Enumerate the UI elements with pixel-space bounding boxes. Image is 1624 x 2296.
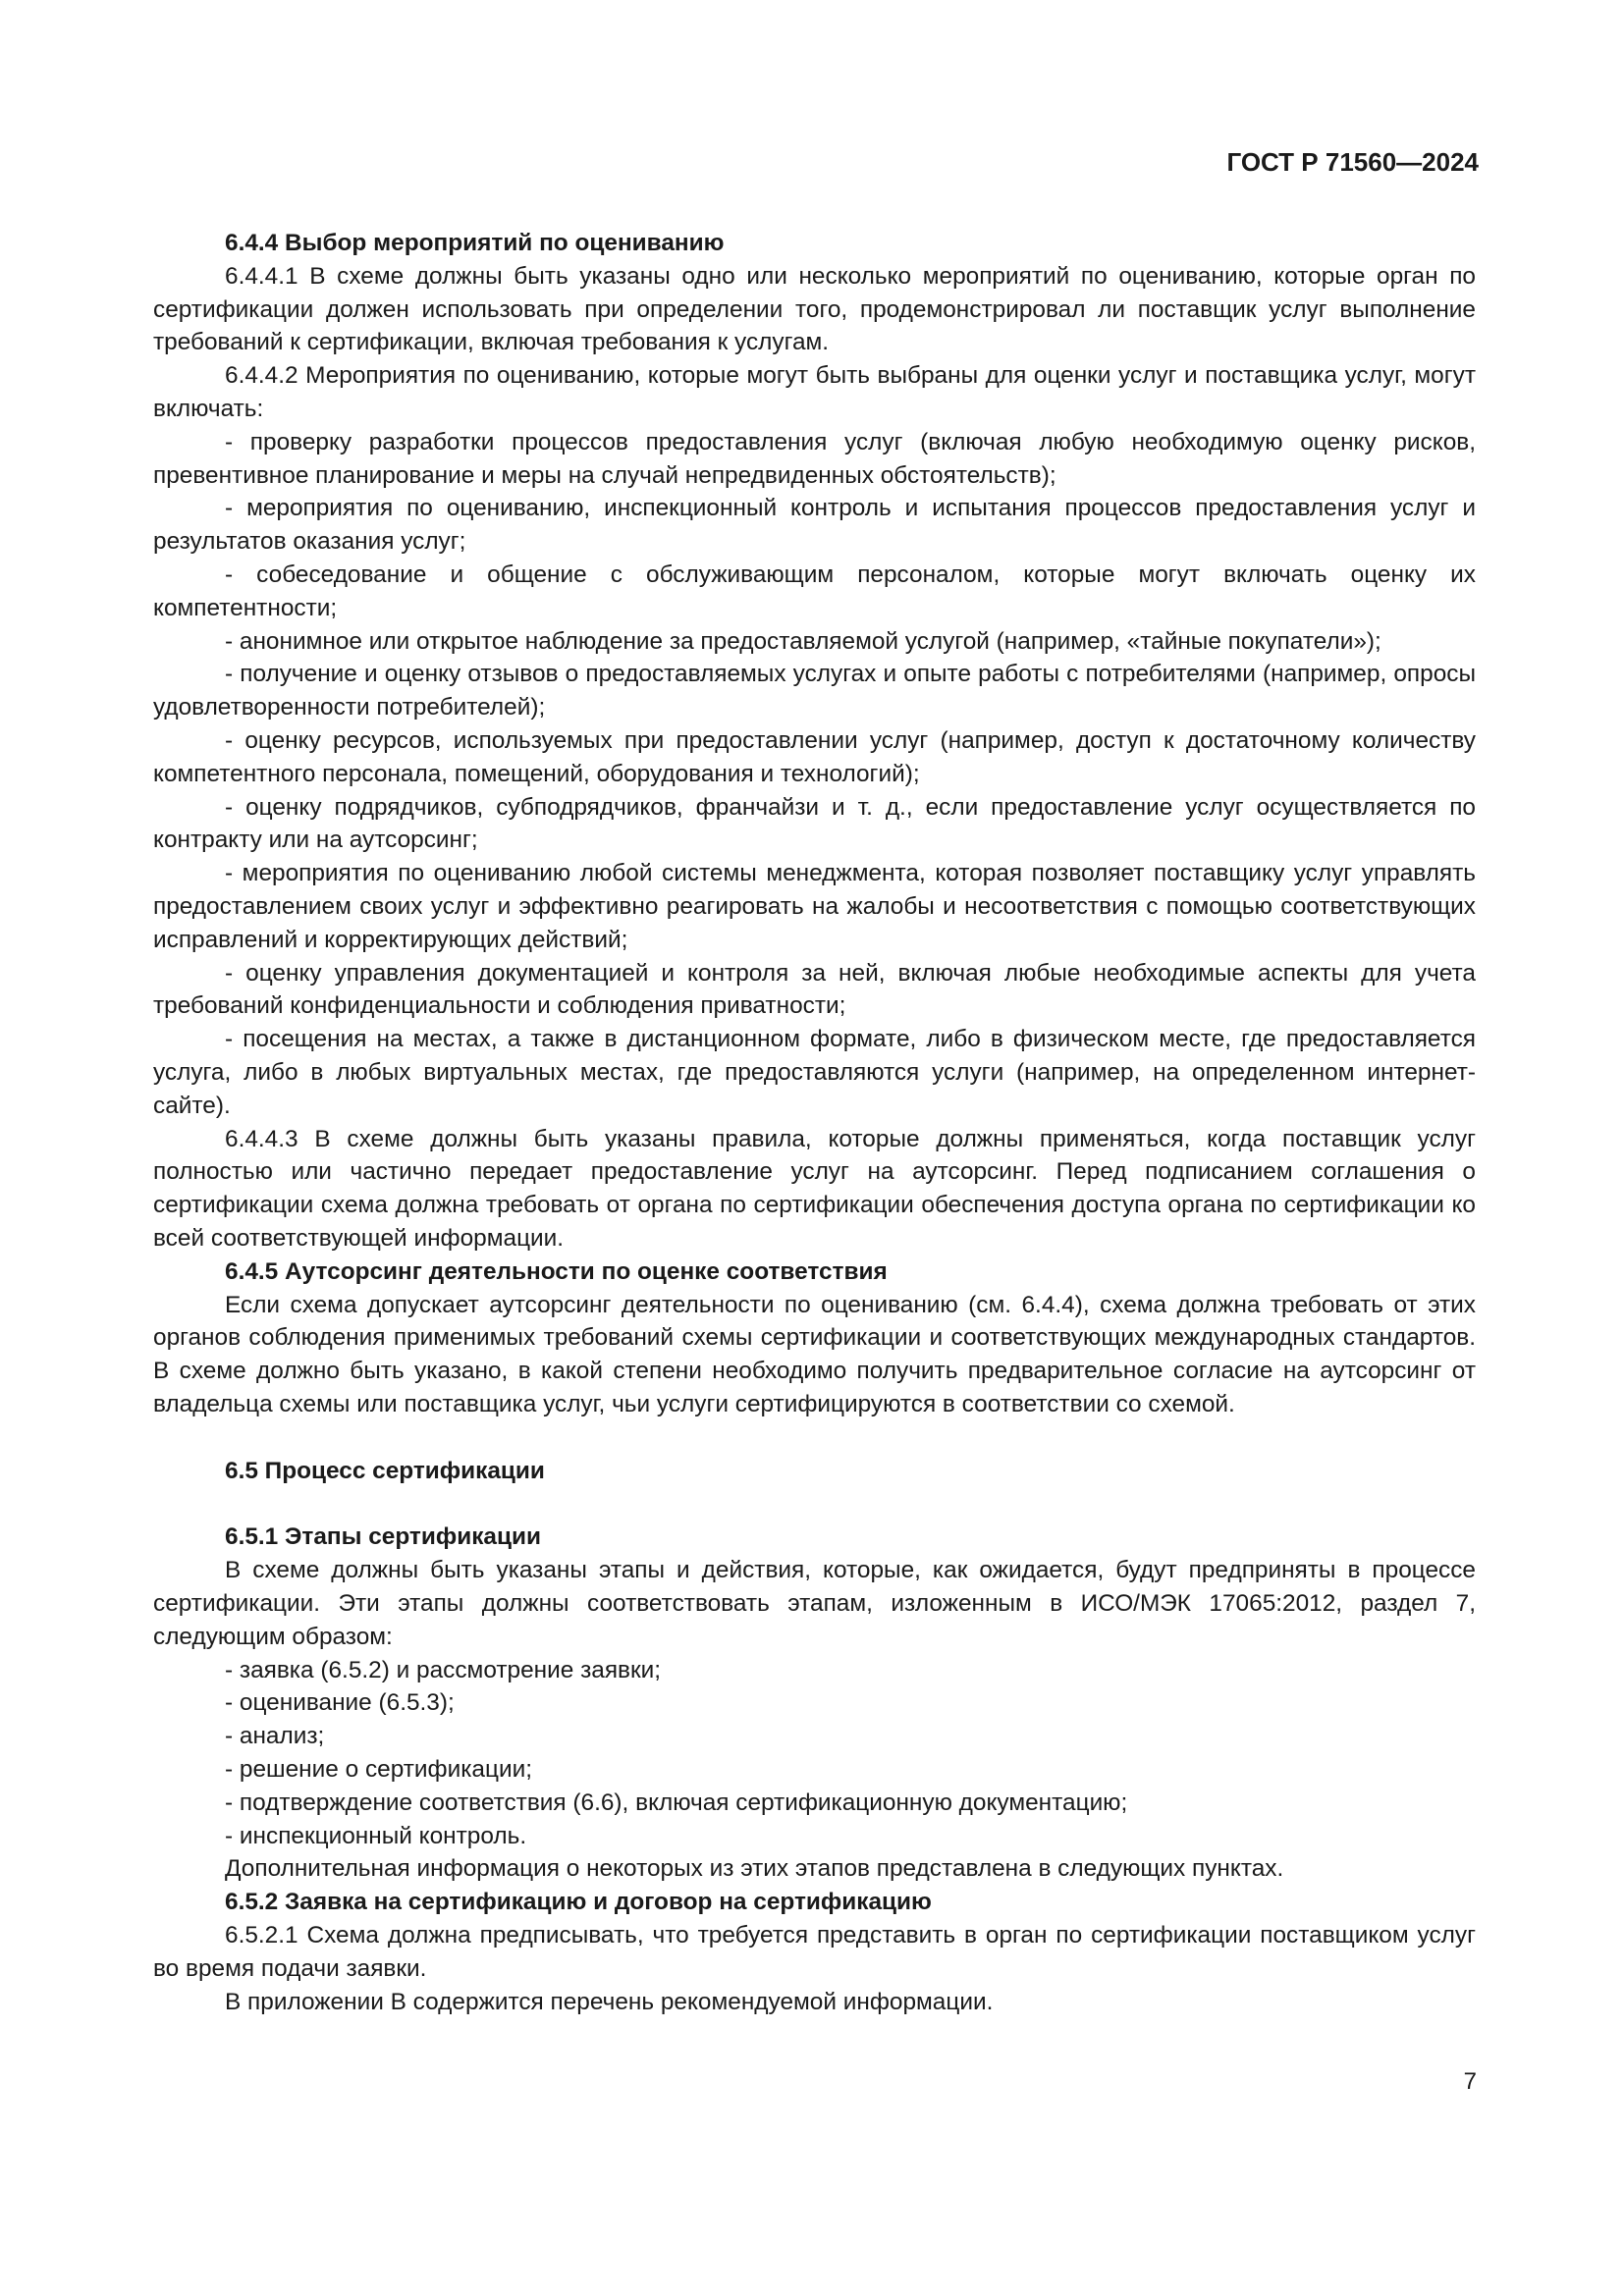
paragraph-6-4-4-3: 6.4.4.3 В схеме должны быть указаны правила, которые должны применяться, когда поставщик услуг полностью или частично передает предоставление услуг на аутсорсинг. Перед подписанием соглашения о сертификации схема должна требовать от органа по сертификации обеспечения доступа органа по сертификации ко всей соответствующей информации. (153, 1125, 1476, 1252)
section-heading-6-4-4: 6.4.4 Выбор мероприятий по оцениванию (225, 230, 725, 256)
list-item: - мероприятия по оцениванию, инспекционный контроль и испытания процессов предоставления услуг и результатов оказания услуг; (153, 495, 1476, 556)
list-item: - оценку подрядчиков, субподрядчиков, франчайзи и т. д., если предоставление услуг осуществляется по контракту или на аутсорсинг; (153, 793, 1476, 854)
list-item: - собеседование и общение с обслуживающим персоналом, которые могут включать оценку их компетентности; (153, 561, 1476, 621)
list-item: - проверку разработки процессов предоставления услуг (включая любую необходимую оценку рисков, превентивное планирование и меры на случай непредвиденных обстоятельств); (153, 428, 1476, 489)
paragraph-6-4-5: Если схема допускает аутсорсинг деятельности по оцениванию (см. 6.4.4), схема должна требовать от этих органов соблюдения применимых требований схемы сертификации и соответствующих международных стандартов. В схеме должно быть указано, в какой степени необходимо получить предварительное согласие на аутсорсинг от владельца схемы или поставщика услуг, чьи услуги сертифицируются в соответствии со схемой. (153, 1291, 1476, 1417)
paragraph-6-5-1: В схеме должны быть указаны этапы и действия, которые, как ожидается, будут предприняты в процессе сертификации. Эти этапы должны соответствовать этапам, изложенным в ИСО/МЭК 17065:2012, раздел 7, следующим образом: (153, 1557, 1476, 1650)
page-number: 7 (1463, 2068, 1477, 2095)
list-item: - подтверждение соответствия (6.6), включая сертификационную документацию; (225, 1789, 1128, 1816)
list-item: - посещения на местах, а также в дистанционном формате, либо в физическом месте, где предоставляется услуга, либо в любых виртуальных местах, где предоставляются услуги (например, на определенном интернет-сайте). (153, 1026, 1476, 1119)
list-item: - мероприятия по оцениванию любой системы менеджмента, которая позволяет поставщику услуг управлять предоставлением своих услуг и эффективно реагировать на жалобы и несоответствия с помощью соответствующих исправлений и корректирующих действий; (153, 860, 1476, 953)
list-item: - оценку ресурсов, используемых при предоставлении услуг (например, доступ к достаточному количеству компетентного персонала, помещений, оборудования и технологий); (153, 726, 1476, 787)
paragraph-6-5-2-annex: В приложении В содержится перечень рекомендуемой информации. (225, 1988, 994, 2015)
paragraph-6-4-4-1: 6.4.4.1 В схеме должны быть указаны одно или несколько мероприятий по оцениванию, которые орган по сертификации должен использовать при определении того, продемонстрировал ли поставщик услуг выполнение требований к сертификации, включая требования к услугам. (153, 262, 1476, 356)
document-body (153, 227, 1476, 2018)
list-item: - решение о сертификации; (225, 1756, 532, 1784)
section-heading-6-5-2: 6.5.2 Заявка на сертификацию и договор на сертификацию (225, 1889, 932, 1916)
list-item: - анонимное или открытое наблюдение за предоставляемой услугой (например, «тайные покупатели»); (225, 627, 1381, 655)
list-item: - анализ; (225, 1723, 325, 1750)
list-item: - получение и оценку отзывов о предоставляемых услугах и опыте работы с потребителями (например, опросы удовлетворенности потребителей); (153, 661, 1476, 721)
list-item: - оценку управления документацией и контроля за ней, включая любые необходимые аспекты для учета требований конфиденциальности и соблюдения приватности; (153, 959, 1476, 1020)
document-id-header: ГОСТ Р 71560—2024 (1226, 147, 1479, 177)
list-item: - инспекционный контроль. (225, 1822, 527, 1849)
section-heading-6-4-5: 6.4.5 Аутсорсинг деятельности по оценке соответствия (225, 1257, 888, 1285)
paragraph-6-5-1-note: Дополнительная информация о некоторых из этих этапов представлена в следующих пунктах. (225, 1855, 1284, 1883)
section-heading-6-5: 6.5 Процесс сертификации (225, 1457, 545, 1484)
section-heading-6-5-1: 6.5.1 Этапы сертификации (225, 1523, 541, 1551)
list-item: - оценивание (6.5.3); (225, 1689, 455, 1717)
list-item: - заявка (6.5.2) и рассмотрение заявки; (225, 1656, 662, 1683)
paragraph-6-4-4-2: 6.4.4.2 Мероприятия по оцениванию, которые могут быть выбраны для оценки услуг и поставщика услуг, могут включать: (153, 362, 1476, 422)
paragraph-6-5-2-1: 6.5.2.1 Схема должна предписывать, что требуется представить в орган по сертификации поставщиком услуг во время подачи заявки. (153, 1922, 1476, 1982)
